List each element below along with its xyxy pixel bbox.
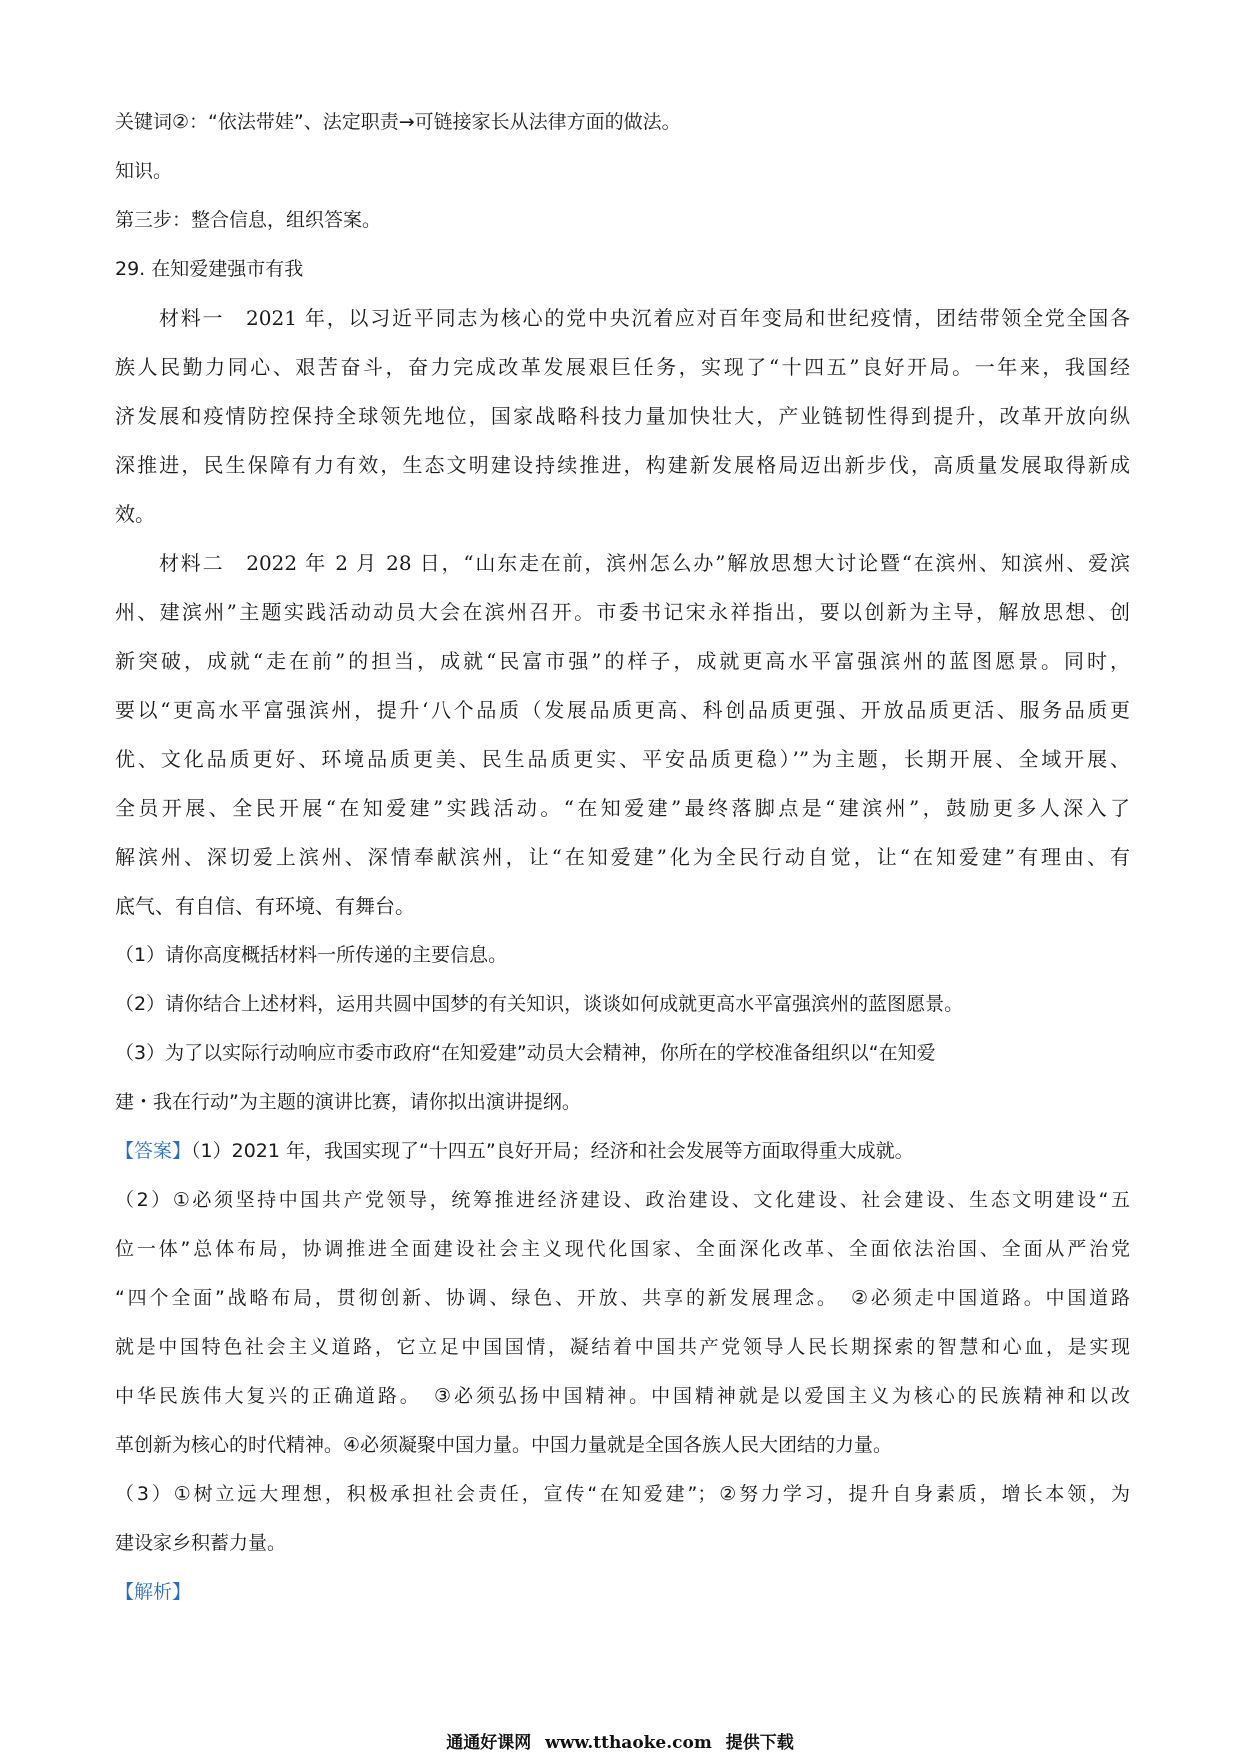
footer-url[interactable]: www.tthaoke.com [545, 1733, 712, 1753]
step-three-line: 第三步：整合信息，组织答案。 [115, 209, 382, 231]
material-one-line: 族人民勤力同心、艰苦奋斗，奋力完成改革发展艰巨任务，实现了“十四五”良好开局。一年来，我国经 [115, 355, 1130, 379]
answer-line: 就是中国特色社会主义道路，它立足中国国情，凝结着中国共产党领导人民长期探索的智慧和心血，是实现 [115, 1336, 1130, 1358]
material-two-line: 州、建滨州”主题实践活动动员大会在滨州召开。市委书记宋永祥指出，要以创新为主导，解放思想、创 [115, 600, 1130, 624]
material-two-line: 全员开展、全民开展“在知爱建”实践活动。“在知爱建”最终落脚点是“建滨州”，鼓励更多人深入了 [115, 796, 1130, 820]
material-two-line: 底气、有自信、有环境、有舞台。 [115, 894, 415, 918]
material-two-line: 材料二 2022 年 2 月 28 日，“山东走在前，滨州怎么办”解放思想大讨论暨“在滨州、知滨州、爱滨 [159, 551, 1130, 575]
material-one-line: 材料一 2021 年，以习近平同志为核心的党中央沉着应对百年变局和世纪疫情，团结带领全党全国各 [159, 306, 1130, 330]
question-title: 29. 在知爱建强市有我 [115, 258, 304, 280]
sub-question: （1）请你高度概括材料一所传递的主要信息。 [115, 944, 508, 966]
answer-line: 位一体”总体布局，协调推进全面建设社会主义现代化国家、全面深化改革、全面依法治国、全面从严治党 [115, 1238, 1130, 1260]
answer-line: （2）①必须坚持中国共产党领导，统筹推进经济建设、政治建设、文化建设、社会建设、生态文明建设“五 [115, 1189, 1130, 1211]
answer-line: 中华民族伟大复兴的正确道路。 ③必须弘扬中国精神。中国精神就是以爱国主义为核心的民族精神和以改 [115, 1385, 1130, 1407]
material-one-line: 效。 [115, 502, 155, 526]
answer-line: （3）①树立远大理想，积极承担社会责任，宣传“在知爱建”；②努力学习，提升自身素质，增长本领，为 [115, 1483, 1130, 1505]
material-two-line: 优、文化品质更好、环境品质更美、民生品质更实、平安品质更稳）’”为主题，长期开展、全域开展、 [115, 747, 1130, 771]
sub-question: 建・我在行动”为主题的演讲比赛，请你拟出演讲提纲。 [115, 1091, 581, 1113]
material-one-line: 济发展和疫情防控保持全球领先地位，国家战略科技力量加快壮大，产业链韧性得到提升，改革开放向纵 [115, 404, 1130, 428]
sub-question: （2）请你结合上述材料，运用共圆中国梦的有关知识，谈谈如何成就更高水平富强滨州的蓝图愿景。 [115, 993, 964, 1015]
page-footer [0, 1733, 1240, 1753]
analysis-label: 【解析】 [115, 1581, 192, 1603]
answer-first-line [115, 1127, 1130, 1176]
answer-label: 【答案】 [115, 1140, 192, 1162]
answer-line: “四个全面”战略布局，贯彻创新、协调、绿色、开放、共享的新发展理念。 ②必须走中国道路。中国道路 [115, 1287, 1130, 1309]
material-two-line: 解滨州、深切爱上滨州、深情奉献滨州，让“在知爱建”化为全民行动自觉，让“在知爱建”有理由、有 [115, 845, 1130, 869]
footer-site-name: 通通好课网 [446, 1733, 532, 1753]
document-content [115, 98, 1130, 1617]
answer-line: 革创新为核心的时代精神。④必须凝聚中国力量。中国力量就是全国各族人民大团结的力量。 [115, 1434, 893, 1456]
footer-suffix: 提供下载 [725, 1733, 794, 1753]
knowledge-line: 知识。 [115, 160, 173, 182]
material-two-line: 新突破，成就“走在前”的担当，成就“民富市强”的样子，成就更高水平富强滨州的蓝图愿景。同时， [115, 649, 1130, 673]
sub-question: （3）为了以实际行动响应市委市政府“在知爱建”动员大会精神，你所在的学校准备组织以“在知爱 [115, 1042, 936, 1064]
material-two-line: 要以“更高水平富强滨州，提升‘八个品质（发展品质更高、科创品质更强、开放品质更活、服务品质更 [115, 698, 1130, 722]
material-one-line: 深推进，民生保障有力有效，生态文明建设持续推进，构建新发展格局迈出新步伐，高质量发展取得新成 [115, 453, 1130, 477]
answer-text: （1）2021 年，我国实现了“十四五”良好开局；经济和社会发展等方面取得重大成就。 [191, 1140, 914, 1162]
answer-line: 建设家乡积蓄力量。 [115, 1532, 287, 1554]
keyword-line: 关键词②：“依法带娃”、法定职责→可链接家长从法律方面的做法。 [115, 111, 681, 133]
